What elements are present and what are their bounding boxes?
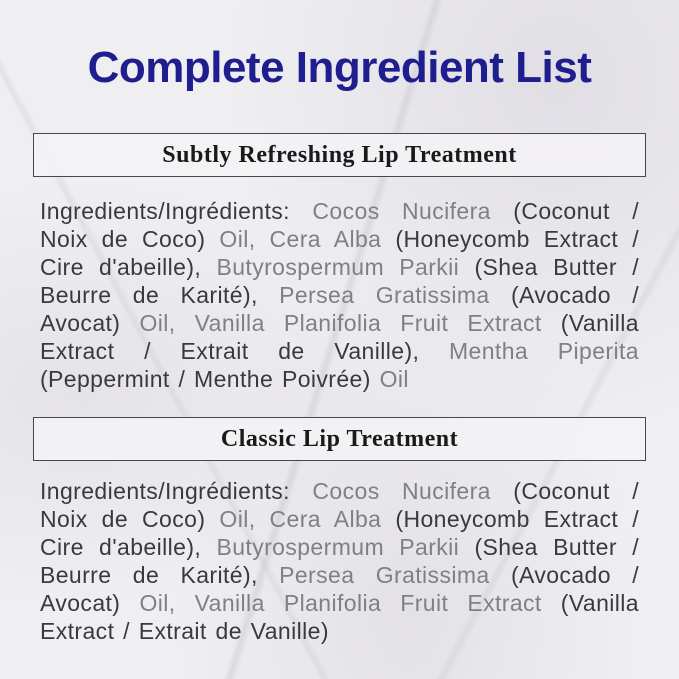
- ingredient-segment-dark: (Vanilla Extract / Extrait de Vanille): [40, 590, 639, 644]
- ingredients-paragraph-subtly-refreshing: [40, 197, 639, 393]
- ingredient-segment-gray: Cocos Nucifera: [289, 478, 514, 504]
- ingredient-segment-dark: (Avocado / Avocat): [40, 282, 639, 336]
- ingredient-segment-dark: (Honeycomb Extract / Cire d'abeille),: [40, 506, 639, 560]
- ingredient-segment-dark: (Coconut / Noix de Coco): [40, 478, 639, 532]
- ingredient-segment-dark: (Vanilla Extract / Extrait de Vanille),: [40, 310, 639, 364]
- ingredients-paragraph-classic: [40, 477, 639, 645]
- ingredient-segment-gray: Oil, Vanilla Planifolia Fruit Extract: [120, 310, 561, 336]
- ingredient-segment-gray: Butyrospermum Parkii: [201, 254, 475, 280]
- section-header-subtly-refreshing: [33, 133, 646, 177]
- ingredient-segment-dark: (Avocado / Avocat): [40, 562, 639, 616]
- section-header-label: Classic Lip Treatment: [220, 425, 459, 452]
- ingredient-segment-dark: (Shea Butter / Beurre de Karité),: [40, 254, 639, 308]
- ingredient-segment-gray: Cocos Nucifera: [289, 198, 514, 224]
- section-header-label: Subtly Refreshing Lip Treatment: [162, 141, 517, 168]
- ingredient-segment-gray: Oil, Cera Alba: [205, 506, 396, 532]
- section-header-classic: [33, 417, 646, 461]
- ingredient-segment-gray: Oil, Cera Alba: [205, 226, 396, 252]
- ingredient-segment-dark: Ingredients/Ingrédients:: [40, 198, 290, 224]
- ingredient-segment-dark: Ingredients/Ingrédients:: [40, 478, 290, 504]
- ingredient-segment-dark: (Coconut / Noix de Coco): [40, 198, 639, 252]
- ingredient-segment-gray: Persea Gratissima: [257, 562, 511, 588]
- ingredient-segment-gray: Mentha Piperita: [419, 338, 639, 364]
- ingredient-segment-dark: (Peppermint / Menthe Poivrée): [40, 366, 371, 392]
- ingredient-segment-gray: Oil, Vanilla Planifolia Fruit Extract: [120, 590, 561, 616]
- ingredient-segment-dark: (Honeycomb Extract / Cire d'abeille),: [40, 226, 639, 280]
- page-title: Complete Ingredient List: [87, 43, 592, 92]
- ingredient-segment-gray: Oil: [370, 366, 409, 392]
- ingredient-segment-gray: Butyrospermum Parkii: [201, 534, 475, 560]
- ingredient-segment-gray: Persea Gratissima: [257, 282, 511, 308]
- ingredient-segment-dark: (Shea Butter / Beurre de Karité),: [40, 534, 639, 588]
